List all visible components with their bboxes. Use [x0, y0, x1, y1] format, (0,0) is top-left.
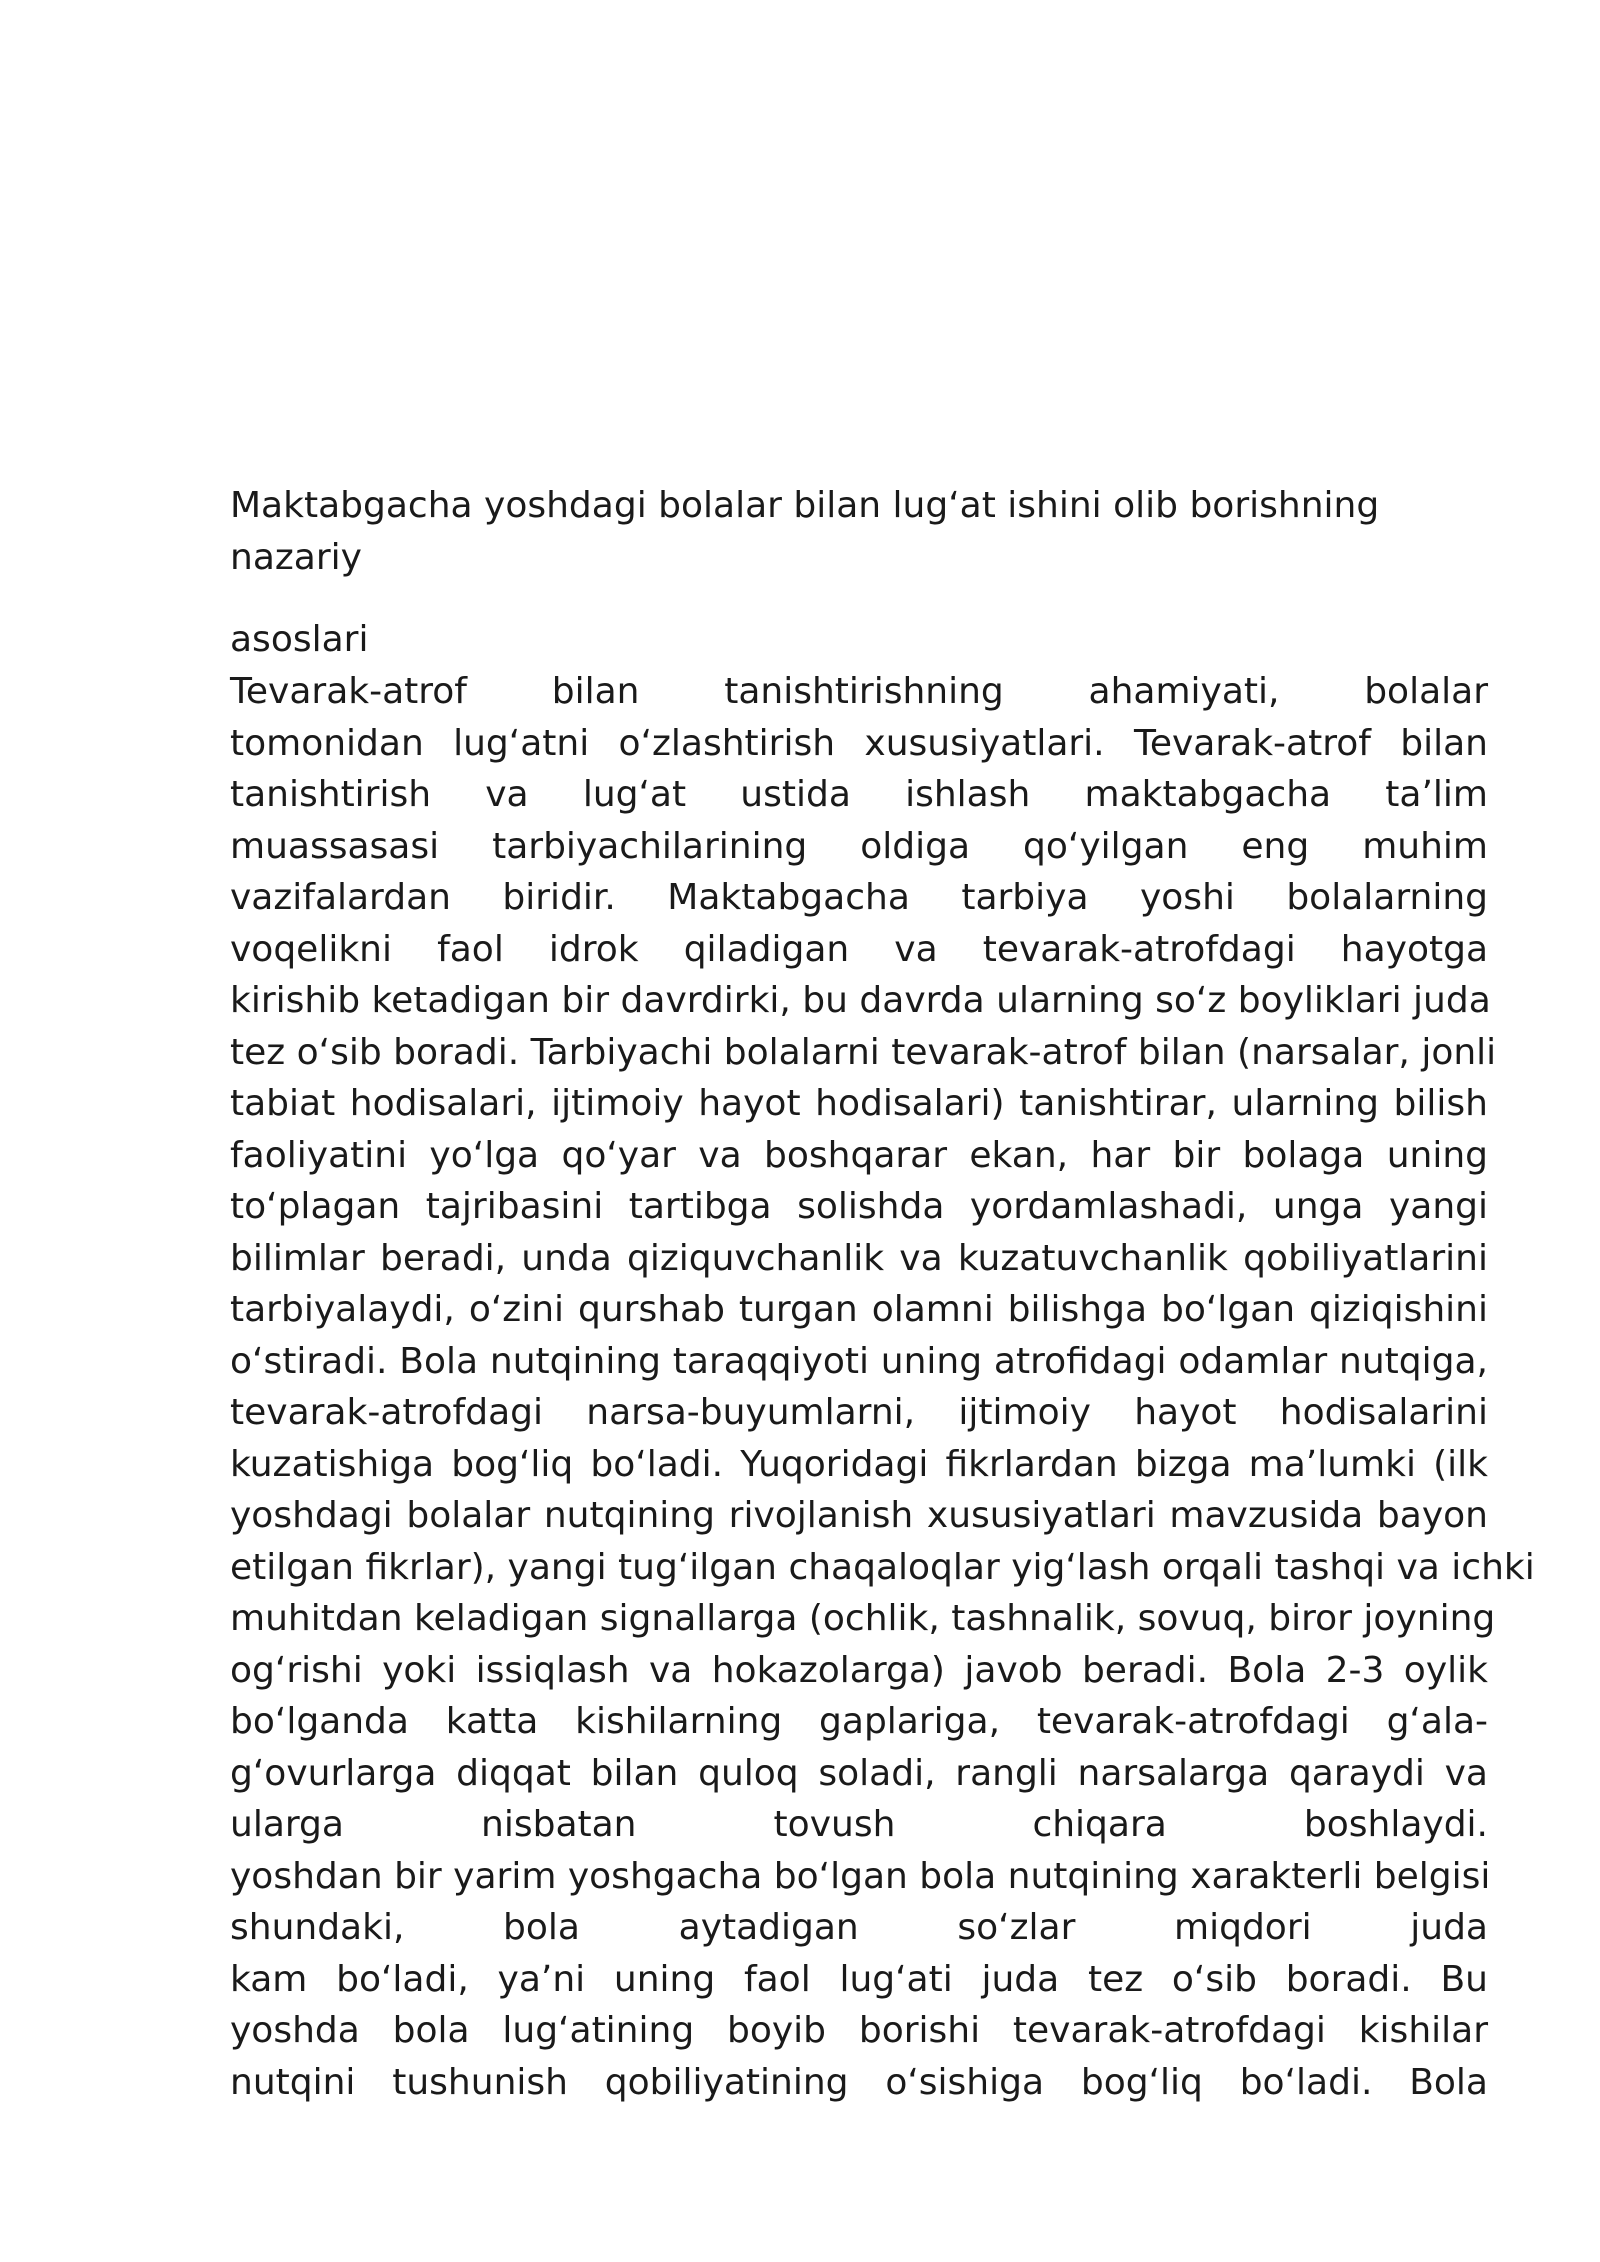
text-line: yoshdan bir yarim yoshgacha bo‘lgan bola nutqining xarakterli belgisi	[230, 1855, 1491, 1897]
text-line: voqelikni faol idrok qiladigan va tevarak-atrofdagi hayotga	[230, 928, 1488, 970]
text-line: yoshda bola lug‘atining boyib borishi tevarak-atrofdagi kishilar	[230, 2010, 1488, 2051]
text-line: shundaki, bola aytadigan so‘zlar miqdori juda	[230, 1907, 1488, 1948]
text-line: o‘stiradi. Bola nutqining taraqqiyoti uning atrofidagi odamlar nutqiga,	[230, 1340, 1488, 1382]
text-line: tanishtirish va lug‘at ustida ishlash maktabgacha ta’lim	[230, 774, 1488, 815]
title-continuation: asoslari	[230, 619, 369, 660]
text-line: yoshdagi bolalar nutqining rivojlanish xususiyatlari mavzusida bayon	[230, 1495, 1488, 1536]
document-content	[230, 480, 1535, 2108]
text-line: tevarak-atrofdagi narsa-buyumlarni, ijtimoiy hayot hodisalarini	[230, 1392, 1488, 1433]
text-line: nutqini tushunish qobiliyatining o‘sishiga bog‘liq bo‘ladi. Bola	[230, 2061, 1488, 2103]
text-line: tomonidan lug‘atni o‘zlashtirish xususiyatlari. Tevarak-atrof bilan	[230, 722, 1488, 764]
text-line: bilimlar beradi, unda qiziquvchanlik va kuzatuvchanlik qobiliyatlarini	[230, 1237, 1488, 1279]
text-line: g‘ovurlarga diqqat bilan quloq soladi, rangli narsalarga qaraydi va	[230, 1752, 1488, 1794]
text-line: og‘rishi yoki issiqlash va hokazolarga) javob beradi. Bola 2-3 oylik	[230, 1649, 1488, 1691]
text-line: tabiat hodisalari, ijtimoiy hayot hodisalari) tanishtirar, ularning bilish	[230, 1083, 1488, 1124]
document-title	[230, 480, 1380, 584]
title-line-2: nazariy	[230, 537, 362, 578]
body-paragraph	[230, 666, 1535, 2108]
text-line: muhitdan keladigan signallarga (ochlik, tashnalik, sovuq, biror joyning	[230, 1598, 1496, 1639]
text-line: to‘plagan tajribasini tartibga solishda yordamlashadi, unga yangi	[230, 1186, 1488, 1227]
text-line: kuzatishiga bog‘liq bo‘ladi. Yuqoridagi fikrlardan bizga ma’lumki (ilk	[230, 1443, 1488, 1485]
text-line: kam bo‘ladi, ya’ni uning faol lug‘ati juda tez o‘sib boradi. Bu	[230, 1958, 1488, 2000]
text-line: ularga nisbatan tovush chiqara boshlaydi.	[230, 1804, 1488, 1845]
text-line: muassasasi tarbiyachilarining oldiga qo‘yilgan eng muhim	[230, 825, 1488, 867]
text-line: etilgan fikrlar), yangi tug‘ilgan chaqaloqlar yig‘lash orqali tashqi va ichki	[230, 1546, 1535, 1588]
text-line: tarbiyalaydi, o‘zini qurshab turgan olamni bilishga bo‘lgan qiziqishini	[230, 1289, 1488, 1330]
text-line: vazifalardan biridir. Maktabgacha tarbiya yoshi bolalarning	[230, 877, 1488, 918]
text-line: Tevarak-atrof bilan tanishtirishning ahamiyati, bolalar	[230, 671, 1488, 712]
title-line-1: Maktabgacha yoshdagi bolalar bilan lug‘at ishini olib borishning	[230, 485, 1380, 526]
text-line: faoliyatini yo‘lga qo‘yar va boshqarar ekan, har bir bolaga uning	[230, 1134, 1488, 1176]
text-line: kirishib ketadigan bir davrdirki, bu davrda ularning so‘z boyliklari juda	[230, 980, 1491, 1021]
text-line: bo‘lganda katta kishilarning gaplariga, tevarak-atrofdagi g‘ala-	[230, 1701, 1488, 1742]
text-line: tez o‘sib boradi. Tarbiyachi bolalarni tevarak-atrof bilan (narsalar, jonli	[230, 1031, 1497, 1073]
